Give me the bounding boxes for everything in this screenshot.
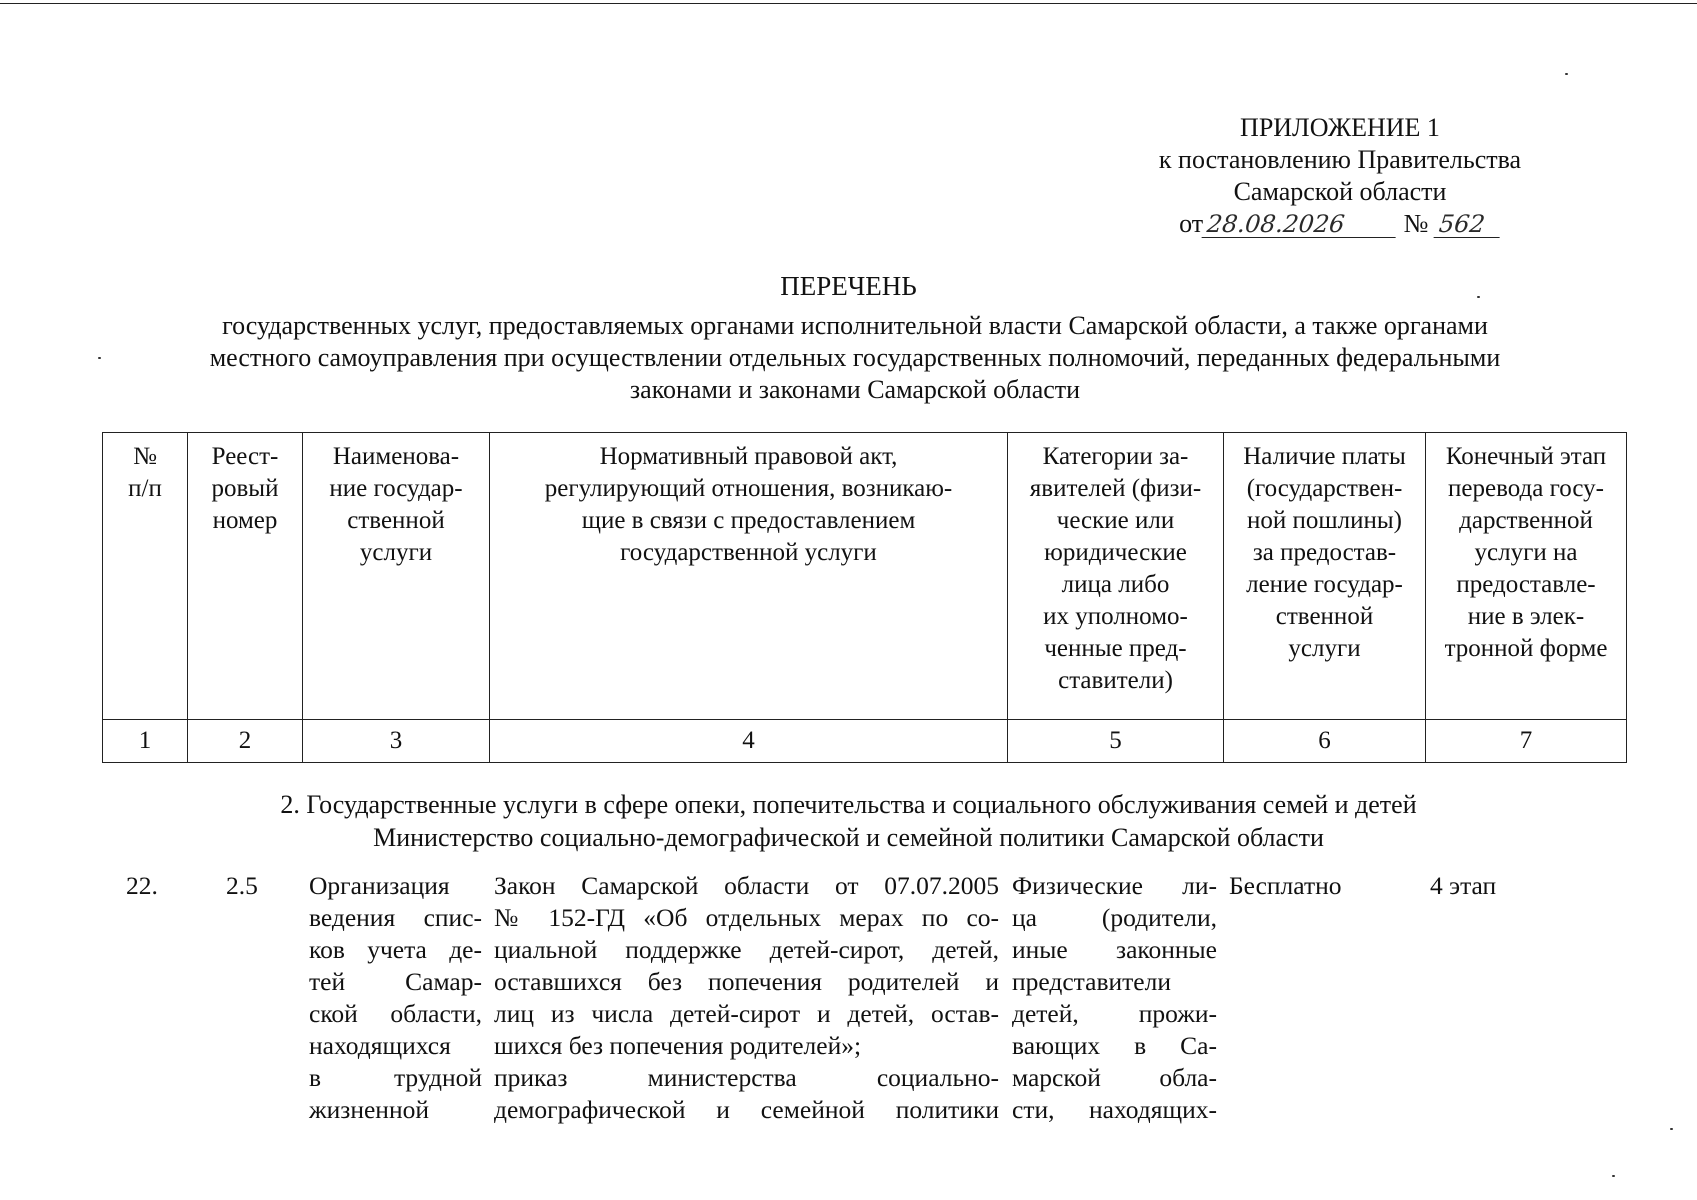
appendix-resolution-line: к постановлению Правительства [1158,145,1522,174]
column-number: 6 [1224,720,1426,763]
column-number-row [103,720,1627,763]
ministry-line: Министерство социально-демографической и семейной политики Самарской области [373,823,1324,852]
header-cell-number: № п/п [103,433,188,720]
entry-electronic-stage: 4 этап [1430,871,1497,900]
header-cell-service-name: Наименова- ние государ- ственной услуги [303,433,490,720]
subtitle-line: законами и законами Самарской области [629,375,1081,404]
handwritten-date: 28.08.2026 [1202,211,1399,238]
document-subtitle [140,310,1570,406]
column-number: 3 [303,720,490,763]
entry-number: 22. [126,871,158,900]
services-table [102,432,1627,763]
scan-speck [1565,73,1568,75]
appendix-header [1130,112,1550,240]
entry-legal-act: Закон Самарской области от 07.07.2005 № 152-ГД «Об отдельных мерах по со- циальной поддержке детей-сирот, детей, оставшихся без попечения родителей и лиц из числа детей-сирот и детей, остав- шихся без попечения родителей»; приказ министерства социально- демографической и семейной политики [494,871,999,1124]
column-number: 7 [1426,720,1627,763]
header-cell-registry: Реест- ровый номер [188,433,303,720]
handwritten-number: 562 [1434,211,1503,238]
entry-applicant-categories: Физические ли- ца (родители, иные законные представители детей, прожи- вающих в Са- марской обла- сти, находящих- [1012,871,1217,1124]
entry-service-name: Организация ведения спис- ков учета де- тей Самар- ской области, находящихся в трудной жизненной [309,871,482,1124]
column-number: 2 [188,720,303,763]
section-title-line: 2. Государственные услуги в сфере опеки, попечительства и социального обслуживания семей и детей [280,790,1417,819]
subtitle-line: местного самоуправления при осуществлении отдельных государственных полномочий, переданных федеральными [209,343,1501,372]
subtitle-line: государственных услуг, предоставляемых органами исполнительной власти Самарской области, а также органами [222,311,1488,340]
appendix-title: ПРИЛОЖЕНИЕ 1 [1240,113,1440,142]
scan-speck [1670,1128,1673,1130]
date-prefix: от [1179,209,1204,238]
top-border-rule [0,3,1697,4]
column-number: 4 [490,720,1008,763]
header-cell-applicants: Категории за- явителей (физи- ческие или юридические лица либо их уполномо- ченные пред- ставители) [1008,433,1224,720]
column-number: 5 [1008,720,1224,763]
header-cell-fee: Наличие платы (государствен- ной пошлины) за предостав- ление государ- ственной услуги [1224,433,1426,720]
appendix-region-line: Самарской области [1233,177,1447,206]
scan-speck [98,357,101,359]
appendix-date-number-line [1130,208,1550,240]
number-prefix: № [1403,209,1429,238]
header-cell-stage: Конечный этап перевода госу- дарственной услуги на предоставле- ние в элек- тронной форме [1426,433,1627,720]
table-header-row [103,433,1627,720]
scan-speck [1612,1175,1615,1177]
header-cell-legal-act: Нормативный правовой акт, регулирующий отношения, возникаю- щие в связи с предоставлением государственной услуги [490,433,1008,720]
column-number: 1 [103,720,188,763]
entry-fee: Бесплатно [1229,871,1342,900]
document-title: ПЕРЕЧЕНЬ [780,271,917,301]
section-heading [0,788,1697,854]
entry-registry-number: 2.5 [226,871,258,900]
